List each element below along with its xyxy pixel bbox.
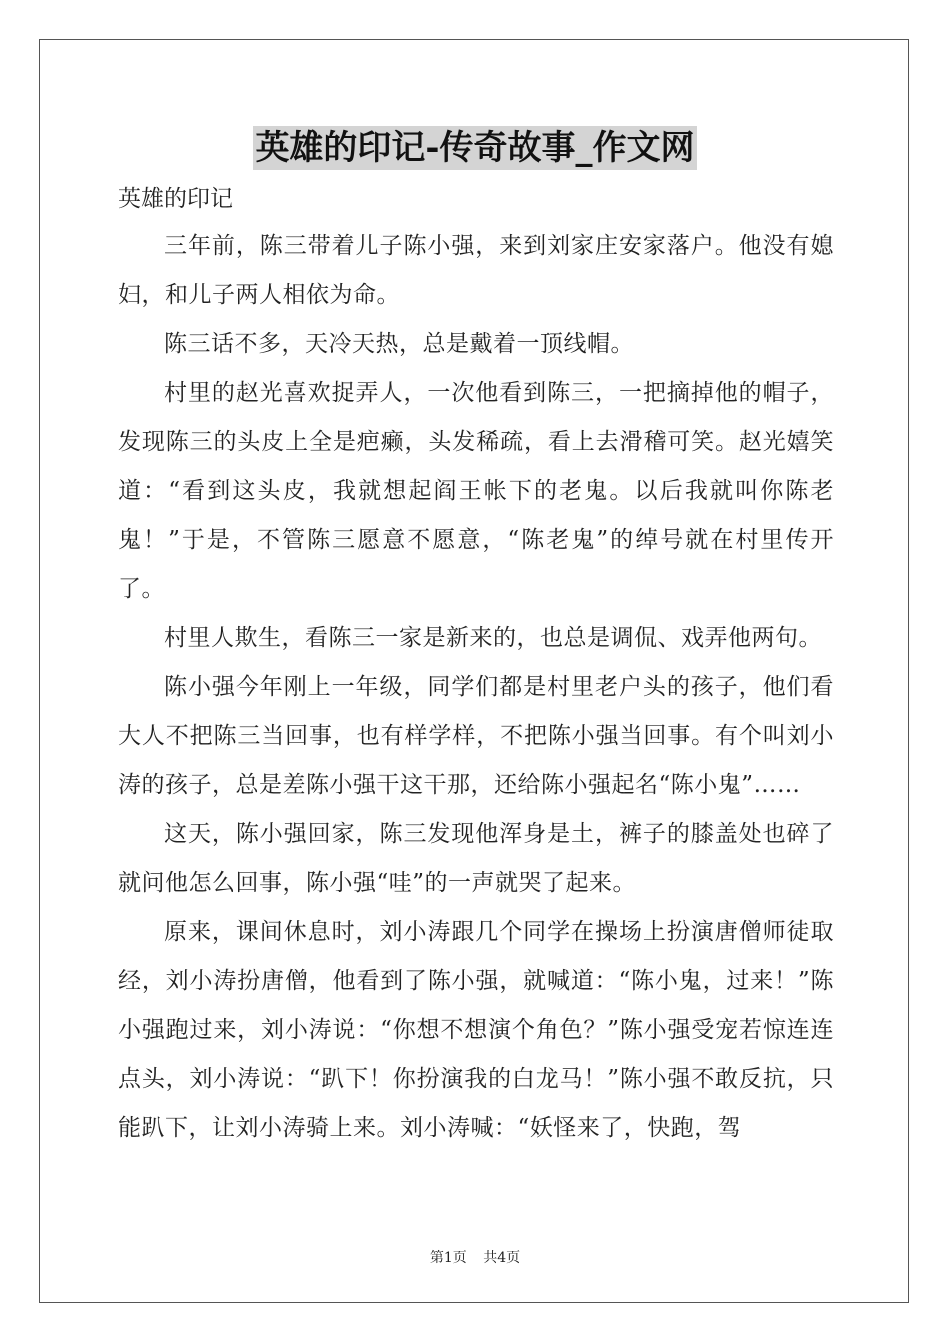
paragraph: 原来，课间休息时，刘小涛跟几个同学在操场上扮演唐僧师徒取经，刘小涛扮唐僧，他看到了陈小强，就喊道：“陈小鬼，过来！”陈小强跑过来，刘小涛说：“你想不想演个角色？”陈小强受宠若惊连连点头，刘小涛说：“趴下！你扮演我的白龙马！”陈小强不敢反抗，只能趴下，让刘小涛骑上来。刘小涛喊：“妖怪来了，快跑，驾	[118, 919, 834, 1141]
paragraph: 村里的赵光喜欢捉弄人，一次他看到陈三，一把摘掉他的帽子，发现陈三的头皮上全是疤癞，头发稀疏，看上去滑稽可笑。赵光嬉笑道：“看到这头皮，我就想起阎王帐下的老鬼。以后我就叫你陈老鬼！”于是，不管陈三愿意不愿意，“陈老鬼”的绰号就在村里传开了。	[118, 380, 834, 602]
paragraph: 村里人欺生，看陈三一家是新来的，也总是调侃、戏弄他两句。	[164, 625, 822, 651]
page-total: 共4页	[483, 1250, 521, 1266]
document-subtitle: 英雄的印记	[118, 186, 233, 212]
paragraph: 三年前，陈三带着儿子陈小强，来到刘家庄安家落户。他没有媳妇，和儿子两人相依为命。	[118, 233, 834, 308]
page-number: 第1页	[429, 1250, 467, 1266]
paragraph: 这天，陈小强回家，陈三发现他浑身是土，裤子的膝盖处也碎了就问他怎么回事，陈小强“哇”的一声就哭了起来。	[118, 821, 834, 896]
document-body	[118, 176, 834, 1153]
document-title-wrap	[0, 126, 950, 170]
paragraph: 陈三话不多，天冷天热，总是戴着一顶线帽。	[164, 331, 634, 357]
document-title: 英雄的印记-传奇故事_作文网	[255, 128, 695, 168]
page-footer	[0, 1247, 950, 1267]
paragraph: 陈小强今年刚上一年级，同学们都是村里老户头的孩子，他们看大人不把陈三当回事，也有样学样，不把陈小强当回事。有个叫刘小涛的孩子，总是差陈小强干这干那，还给陈小强起名“陈小鬼”……	[118, 674, 834, 798]
